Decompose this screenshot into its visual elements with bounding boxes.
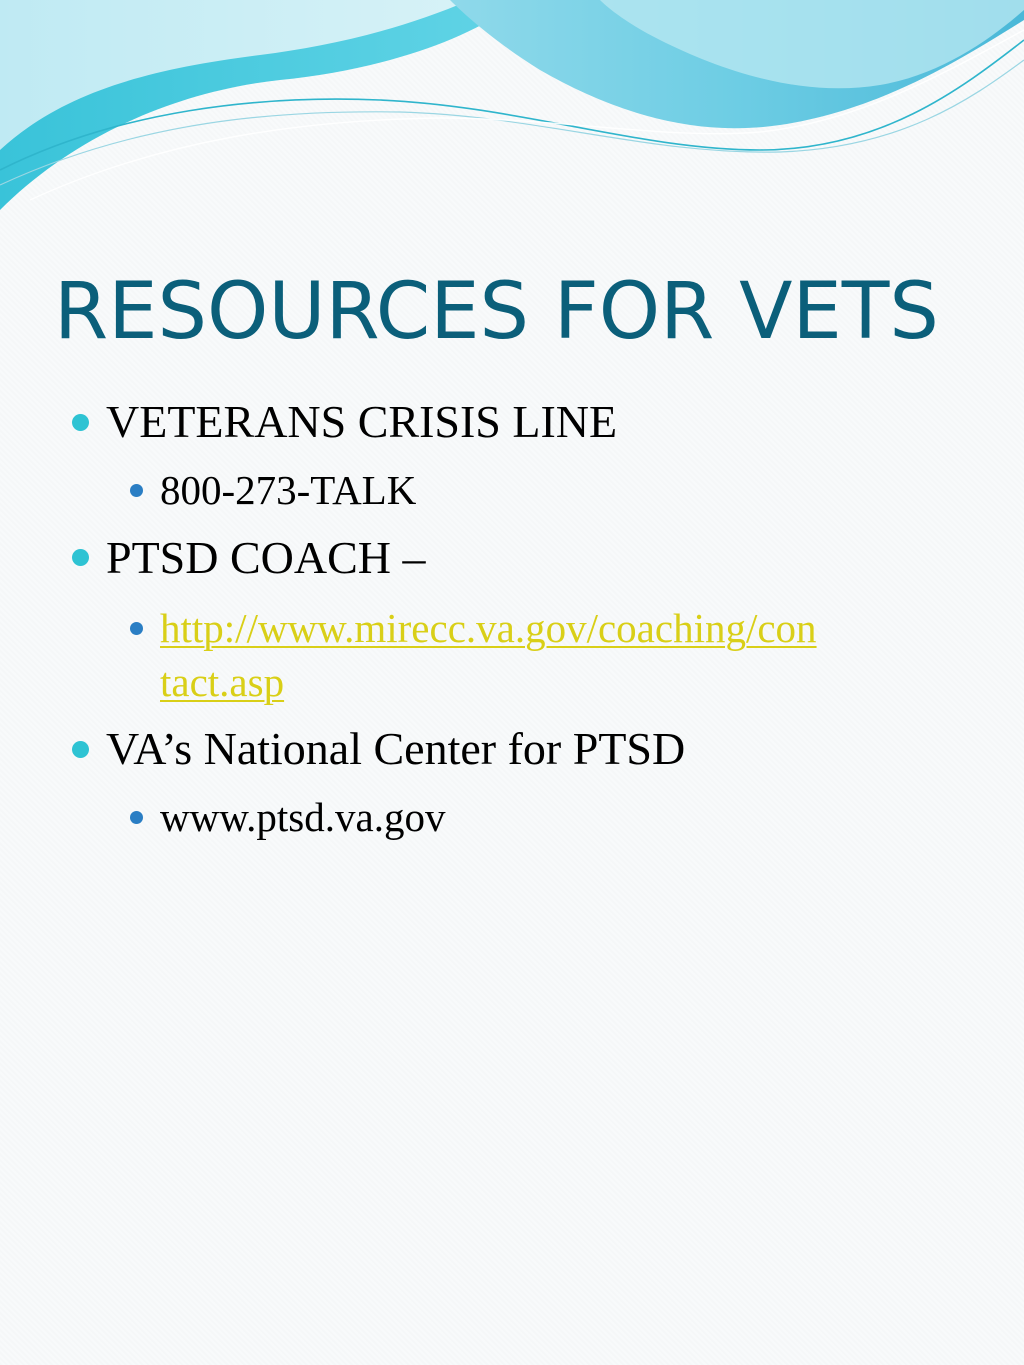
national-center-website: www.ptsd.va.gov [160, 794, 446, 840]
level2-bullet-icon [130, 811, 143, 824]
ptsd-coach-link-continued[interactable]: tact.asp [160, 659, 285, 705]
list-item-veterans-crisis-line: VETERANS CRISIS LINE [106, 396, 618, 447]
level1-bullet-icon [72, 549, 89, 566]
list-item-national-center-ptsd: VA’s National Center for PTSD [106, 723, 686, 774]
level1-bullet-icon [72, 741, 89, 758]
list-item-ptsd-coach: PTSD COACH – [106, 532, 426, 583]
level2-bullet-icon [130, 484, 143, 497]
ptsd-coach-link[interactable]: http://www.mirecc.va.gov/coaching/con [160, 605, 817, 651]
crisis-line-phone: 800-273-TALK [160, 467, 417, 513]
level1-bullet-icon [72, 414, 89, 431]
header-wave-decoration [0, 0, 1024, 220]
level2-bullet-icon [130, 622, 143, 635]
slide-title: RESOURCES FOR VETS [54, 267, 939, 357]
